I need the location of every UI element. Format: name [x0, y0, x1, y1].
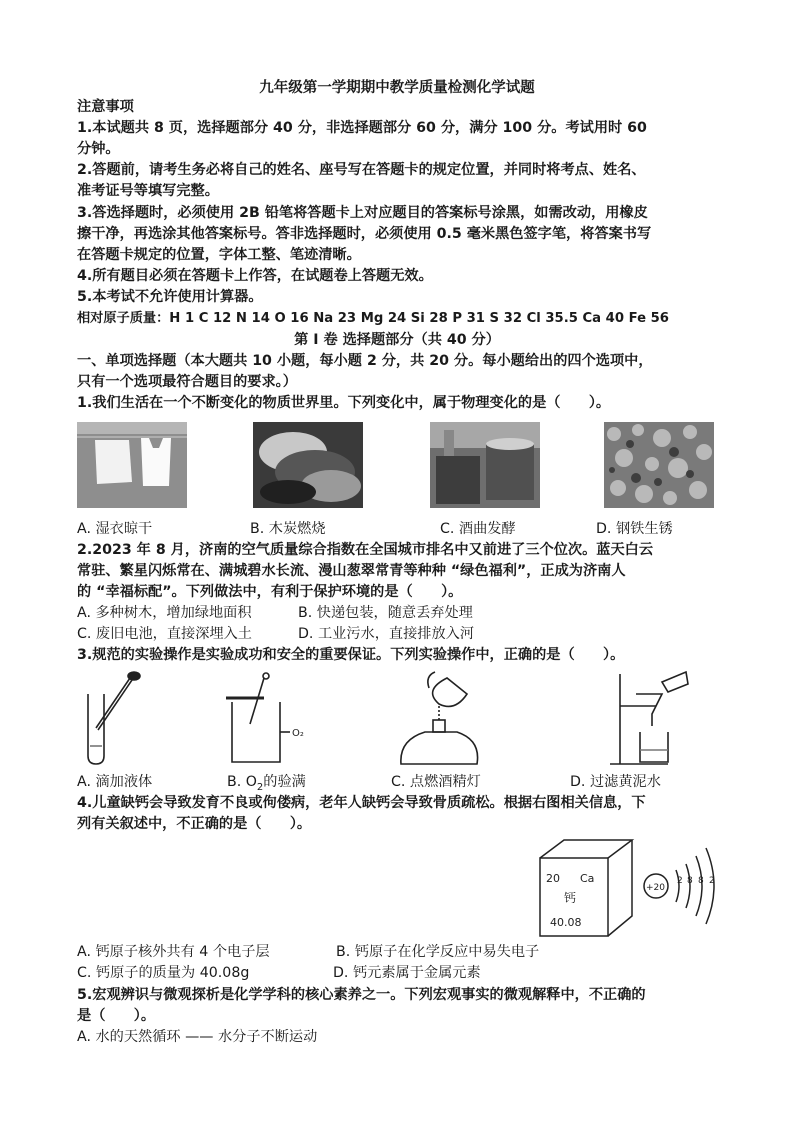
- rusting-steel-image: [604, 422, 714, 508]
- alcohol-lamp-diagram: [395, 668, 485, 768]
- oxygen-test-diagram: [224, 672, 308, 766]
- question-2-stem: 常驻、繁星闪烁常在、满城碧水长流、漫山葱翠常青等种种 “绿色福利”，正成为济南人: [77, 563, 626, 579]
- nucleus-charge: +20: [646, 883, 665, 893]
- notice-line: 5.本考试不允许使用计算器。: [77, 289, 263, 305]
- q4-option-a[interactable]: A. 钙原子核外共有 4 个电子层: [77, 944, 270, 960]
- notice-line: 4.所有题目必须在答题卡上作答，在试题卷上答题无效。: [77, 268, 433, 284]
- notice-line: 在答题卡规定的位置，字体工整、笔迹清晰。: [77, 247, 361, 263]
- question-3-stem: 3.规范的实验操作是实验成功和安全的重要保证。下列实验操作中，正确的是（ ）。: [77, 647, 625, 663]
- question-2-stem: 的 “幸福标配”。下列做法中，有利于保护环境的是（ ）。: [77, 584, 463, 600]
- shell-electrons: 8: [687, 876, 693, 886]
- q4-option-c[interactable]: C. 钙原子的质量为 40.08g: [77, 965, 250, 981]
- element-symbol: Ca: [580, 872, 595, 885]
- notice-line: 1.本试题共 8 页，选择题部分 40 分，非选择题部分 60 分，满分 100 分。考试用时 60: [77, 120, 647, 136]
- page-title: 九年级第一学期期中教学质量检测化学试题: [259, 80, 535, 96]
- shell-electrons: 2: [709, 876, 715, 886]
- dropper-tube-diagram: [78, 670, 148, 766]
- fermentation-image: [430, 422, 540, 508]
- charcoal-burning-image: [253, 422, 363, 508]
- question-5-stem: 5.宏观辨识与微观探析是化学学科的核心素养之一。下列宏观事实的微观解释中，不正确的: [77, 987, 646, 1003]
- q1-option-a[interactable]: A. 湿衣晾干: [77, 521, 153, 537]
- notice-line: 擦干净，再选涂其他答案标号。答非选择题时，必须使用 0.5 毫米黑色签字笔，将答案书写: [77, 226, 652, 242]
- question-5-stem: 是（ ）。: [77, 1008, 156, 1024]
- question-4-stem: 4.儿童缺钙会导致发育不良或佝偻病，老年人缺钙会导致骨质疏松。根据右图相关信息，下: [77, 795, 646, 811]
- calcium-element-diagram: [536, 834, 726, 944]
- notice-line: 3.答选择题时，必须使用 2B 铅笔将答题卡上对应题目的答案标号涂黑，如需改动，用橡皮: [77, 205, 648, 221]
- q2-option-c[interactable]: C. 废旧电池，直接深埋入土: [77, 626, 252, 642]
- shell-electrons: 2: [677, 876, 683, 886]
- q2-option-b[interactable]: B. 快递包装，随意丢弃处理: [298, 605, 473, 621]
- element-number: 20: [546, 872, 560, 885]
- q3-option-b-text: 的验满: [263, 774, 306, 790]
- q1-option-c[interactable]: C. 酒曲发酵: [440, 521, 516, 537]
- q3-option-b-label: B. O: [227, 774, 257, 790]
- o2-label: O₂: [292, 728, 304, 739]
- q2-option-a[interactable]: A. 多种树木，增加绿地面积: [77, 605, 252, 621]
- q3-option-b-subscript: 2: [256, 781, 264, 793]
- section-intro: 一、单项选择题（本大题共 10 小题，每小题 2 分，共 20 分。每小题给出的四个选项中，: [77, 353, 653, 369]
- atomic-mass-line: 相对原子质量：H 1 C 12 N 14 O 16 Na 23 Mg 24 Si 28 P 31 S 32 Cl 35.5 Ca 40 Fe 56: [77, 311, 669, 326]
- section-title: 第 I 卷 选择题部分（共 40 分）: [294, 332, 500, 348]
- notice-heading: 注意事项: [77, 99, 134, 115]
- q2-option-d[interactable]: D. 工业污水，直接排放入河: [298, 626, 475, 642]
- notice-line: 准考证号等填写完整。: [77, 183, 219, 199]
- q3-option-d[interactable]: D. 过滤黄泥水: [570, 774, 661, 790]
- q3-option-c[interactable]: C. 点燃酒精灯: [391, 774, 481, 790]
- question-2-stem: 2.2023 年 8 月，济南的空气质量综合指数在全国城市排名中又前进了三个位次。蓝天白云: [77, 542, 654, 558]
- q3-option-a[interactable]: A. 滴加液体: [77, 774, 153, 790]
- element-mass: 40.08: [550, 916, 582, 929]
- q5-option-a[interactable]: A. 水的天然循环 —— 水分子不断运动: [77, 1029, 318, 1045]
- section-intro: 只有一个选项最符合题目的要求。）: [77, 374, 297, 390]
- element-name: 钙: [564, 891, 577, 905]
- wet-clothes-image: [77, 422, 187, 508]
- question-1-stem: 1.我们生活在一个不断变化的物质世界里。下列变化中，属于物理变化的是（ ）。: [77, 395, 611, 411]
- shell-electrons: 8: [698, 876, 704, 886]
- notice-line: 分钟。: [77, 141, 120, 157]
- q1-option-b[interactable]: B. 木炭燃烧: [250, 521, 326, 537]
- q4-option-d[interactable]: D. 钙元素属于金属元素: [333, 965, 481, 981]
- notice-line: 2.答题前，请考生务必将自己的姓名、座号写在答题卡的规定位置，并同时将考点、姓名、: [77, 162, 646, 178]
- q1-option-d[interactable]: D. 钢铁生锈: [596, 521, 673, 537]
- q4-option-b[interactable]: B. 钙原子在化学反应中易失电子: [336, 944, 540, 960]
- filtration-diagram: [606, 670, 690, 768]
- question-4-stem: 列有关叙述中，不正确的是（ ）。: [77, 816, 312, 832]
